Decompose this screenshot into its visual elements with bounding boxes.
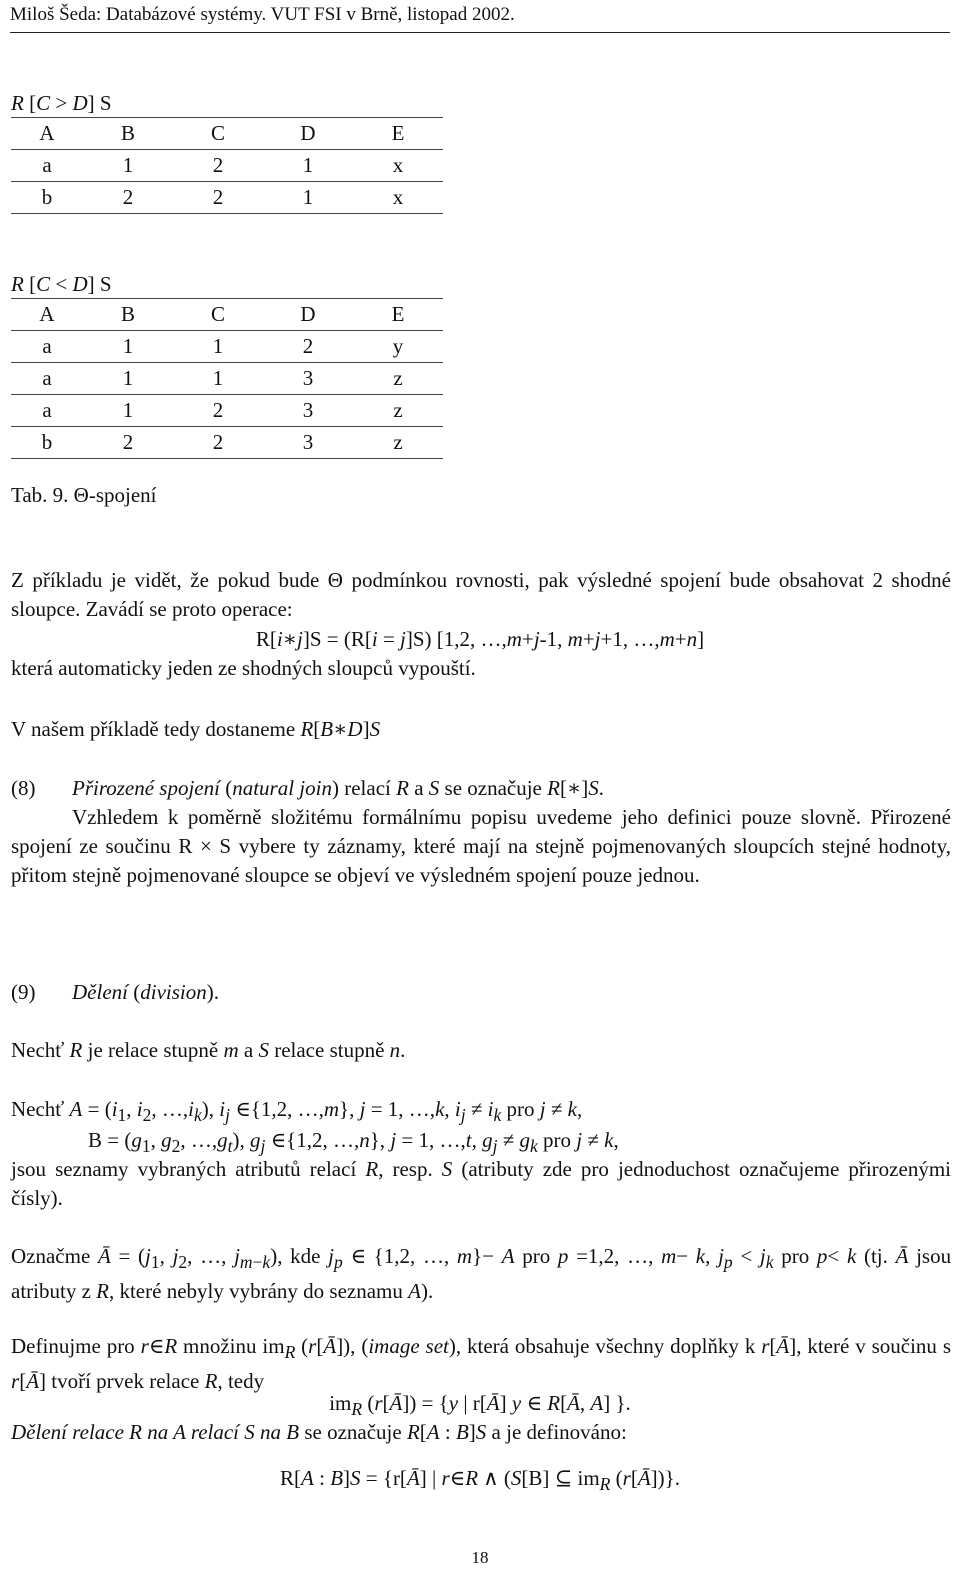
table-row — [11, 363, 443, 395]
table-cell: a — [11, 150, 83, 182]
table2 — [11, 298, 443, 459]
table-cell: 2 — [173, 395, 263, 427]
table-cell: 2 — [83, 427, 173, 459]
paragraph-example: V našem příkladě tedy dostaneme R[B∗D]S — [11, 717, 381, 741]
table-cell: 3 — [263, 427, 353, 459]
table-cell: 2 — [173, 150, 263, 182]
formula-division: R[A : B]S = {r[Ā] | r∈R ∧ (S[B] ⊆ $im_R$ (r[Ā])}. — [280, 1466, 680, 1495]
table-caption: Tab. 9. Θ-spojení — [11, 483, 157, 507]
table-header-cell: E — [353, 299, 443, 331]
table-cell: 2 — [263, 331, 353, 363]
table-cell: 1 — [173, 363, 263, 395]
table-header-cell: E — [353, 118, 443, 150]
paragraph-degrees: Nechť R je relace stupně m a S relace stupně n. — [11, 1038, 406, 1062]
paragraph-removes-column: která automaticky jeden ze shodných sloupců vypouští. — [11, 656, 476, 680]
table-row — [11, 182, 443, 214]
table-header-cell: B — [83, 118, 173, 150]
table-header-cell: A — [11, 299, 83, 331]
table-cell: 1 — [83, 331, 173, 363]
table1-title: R [C > D] S — [11, 91, 112, 115]
item-8-title: Přirozené spojení (natural join) relací R a S se označuje R[∗]S. — [72, 776, 604, 800]
definition-a: Nechť $A = (i_1$, $i_2$, $\dots,i_k$), $i_j$ ∈{1,2, …,m}, j = 1, …,k, $i_j \ne i_k$ pro j ≠ k, — [11, 1097, 583, 1126]
definition-image-set: Definujme pro r∈R množinu $im_R$ (r[Ā]), (image set), která obsahuje všechny doplňky k r[Ā], které v součinu s r[Ā] tvoří prvek relace R, tedy — [11, 1334, 951, 1394]
table-header-row — [11, 299, 443, 331]
table-cell: b — [11, 427, 83, 459]
table-cell: a — [11, 331, 83, 363]
table-cell: 1 — [83, 363, 173, 395]
item-8-number: (8) — [11, 776, 36, 800]
table-header-cell: A — [11, 118, 83, 150]
item-9-title: Dělení (division). — [72, 980, 219, 1004]
table-header-cell: C — [173, 299, 263, 331]
definition-b: $B = (g_1$, $g_2$, $\dots,g_t$), $g_j$ ∈{1,2, …,n}, j = 1, …,t, $g_j \ne g_k$ pro j ≠ k, — [88, 1128, 619, 1157]
table-header-cell: D — [263, 118, 353, 150]
table-cell: 2 — [173, 182, 263, 214]
table-row — [11, 395, 443, 427]
table1 — [11, 117, 443, 214]
definition-division: Dělení relace R na A relací S na B se označuje R[A : B]S a je definováno: — [11, 1420, 627, 1444]
definition-a-bar: Označme Ā = ($j_1$, $j_2$, …, $j_{m-k}$), kde $j_p$ ∈ {1,2, …, m}− A pro p =1,2, …, m− k, $j_p < j_k$ pro p< k (tj. Ā jsou atributy z R, které nebyly vybrány do seznamu A). — [11, 1244, 952, 1304]
table-cell: a — [11, 363, 83, 395]
table-cell: 2 — [173, 427, 263, 459]
table-cell: a — [11, 395, 83, 427]
table-row — [11, 331, 443, 363]
table-cell: 3 — [263, 363, 353, 395]
item-8-body: Vzhledem k poměrně složitému formálnímu popisu uvedeme jeho definici pouze slovně. Přirozené spojení ze součinu R × S vybere ty záznamy, které mají na stejně pojmenovaných sloupcích stejné hodnoty, přitom stejně pojmenované sloupce se objeví ve výsledném spojení pouze jednou. — [11, 805, 951, 887]
table-cell: z — [353, 363, 443, 395]
table-row — [11, 150, 443, 182]
table2-title: R [C < D] S — [11, 272, 112, 296]
table-cell: z — [353, 395, 443, 427]
table-cell: 2 — [83, 182, 173, 214]
table-cell: 3 — [263, 395, 353, 427]
table-cell: 1 — [173, 331, 263, 363]
table-header-row — [11, 118, 443, 150]
running-header: Miloš Šeda: Databázové systémy. VUT FSI v Brně, listopad 2002. — [10, 0, 950, 33]
table-row — [11, 427, 443, 459]
table-cell: y — [353, 331, 443, 363]
formula-image-set: $im_R$ (r[Ā]) = {y | r[Ā] y ∈ R[Ā, A] }. — [329, 1391, 631, 1420]
page-number: 18 — [471, 1548, 489, 1567]
table-cell: b — [11, 182, 83, 214]
table-header-cell: B — [83, 299, 173, 331]
table-header-cell: D — [263, 299, 353, 331]
table-cell: 1 — [83, 395, 173, 427]
table-cell: 1 — [83, 150, 173, 182]
item-9-number: (9) — [11, 980, 36, 1004]
paragraph-theta: Z příkladu je vidět, že pokud bude Θ podmínkou rovnosti, pak výsledné spojení bude obsahovat 2 shodné sloupce. Zavádí se proto operace: — [11, 568, 951, 621]
definition-lists: jsou seznamy vybraných atributů relací R, resp. S (atributy zde pro jednoduchost označujeme přirozenými čísly). — [11, 1157, 951, 1210]
table-cell: x — [353, 182, 443, 214]
formula-natural-join-def: R[i∗j]S = (R[i = j]S) [1,2, …,m+j-1, m+j+1, …,m+n] — [255, 627, 705, 651]
table-cell: 1 — [263, 182, 353, 214]
table-header-cell: C — [173, 118, 263, 150]
table-cell: x — [353, 150, 443, 182]
table-cell: z — [353, 427, 443, 459]
table-cell: 1 — [263, 150, 353, 182]
